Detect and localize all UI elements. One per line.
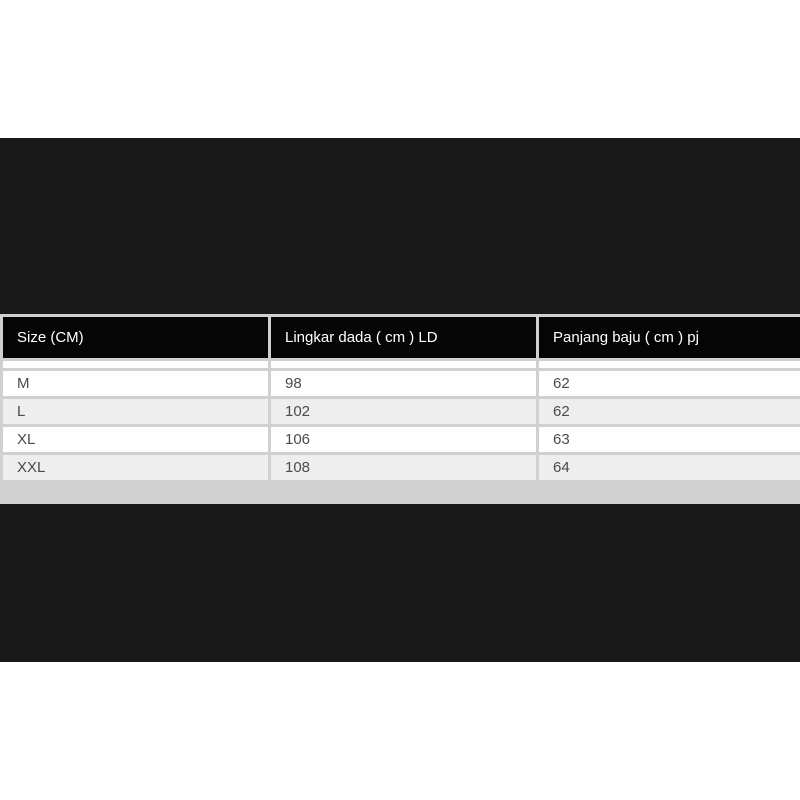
chest-cell: 108 — [271, 455, 536, 480]
size-cell: L — [3, 399, 268, 424]
size-cell: XL — [3, 427, 268, 452]
size-table — [0, 314, 800, 483]
length-cell: 62 — [539, 399, 800, 424]
table-row — [3, 427, 800, 452]
table-header-row — [3, 317, 800, 358]
table-row — [3, 399, 800, 424]
header-chest-circumference: Lingkar dada ( cm ) LD — [271, 317, 536, 358]
chest-cell: 102 — [271, 399, 536, 424]
chest-cell: 98 — [271, 371, 536, 396]
size-cell: M — [3, 371, 268, 396]
table-row — [3, 455, 800, 480]
header-size: Size (CM) — [3, 317, 268, 358]
chest-cell: 106 — [271, 427, 536, 452]
spacer-cell — [3, 361, 268, 368]
table-spacer-row — [3, 361, 800, 368]
length-cell: 63 — [539, 427, 800, 452]
size-cell: XXL — [3, 455, 268, 480]
header-shirt-length: Panjang baju ( cm ) pj — [539, 317, 800, 358]
spacer-cell — [271, 361, 536, 368]
length-cell: 64 — [539, 455, 800, 480]
table-row — [3, 371, 800, 396]
spacer-cell — [539, 361, 800, 368]
size-table-container — [0, 314, 800, 504]
length-cell: 62 — [539, 371, 800, 396]
